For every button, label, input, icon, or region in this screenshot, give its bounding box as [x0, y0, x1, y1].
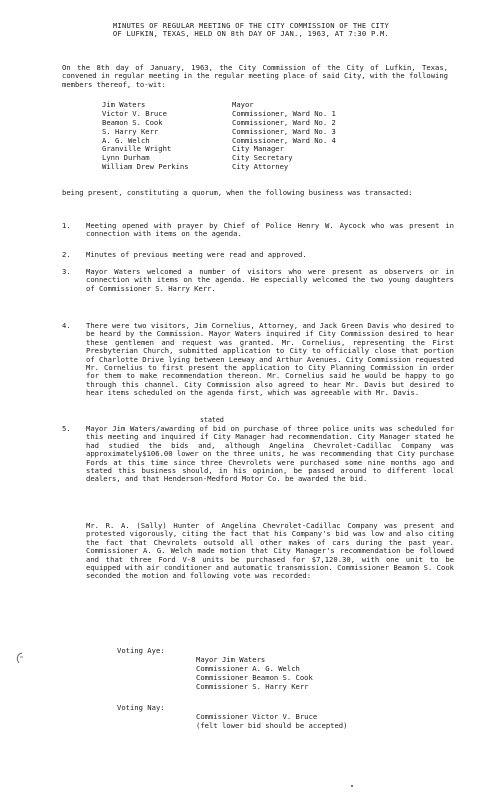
voter-name: Commissioner A. G. Welch — [196, 663, 300, 673]
agenda-item-1 — [62, 222, 454, 239]
voting-aye-label: Voting Aye: — [117, 646, 165, 655]
member-title: City Attorney — [232, 162, 289, 172]
member-name: S. Harry Kerr — [102, 126, 159, 136]
margin-mark-icon — [14, 651, 26, 665]
member-title: Mayor — [232, 100, 254, 109]
voter-name: (felt lower bid should be accepted) — [196, 720, 348, 730]
members-list — [102, 101, 336, 172]
member-title: Commissioner, Ward No. 1 — [232, 108, 336, 118]
item-number: 5. — [62, 424, 71, 433]
agenda-item-3 — [62, 268, 454, 293]
member-name: William Drew Perkins — [102, 162, 189, 172]
member-name: Beamon S. Cook — [102, 117, 163, 127]
quorum-statement: being present, constituting a quorum, when the following business was transacted: — [62, 188, 413, 197]
item-text: Meeting opened with prayer by Chief of Police Henry W. Aycock who was present in connection with items on the agenda. — [86, 221, 454, 239]
voter-name: Commissioner Victor V. Bruce — [196, 712, 318, 721]
member-title: City Secretary — [232, 153, 293, 163]
member-title: Commissioner, Ward No. 3 — [232, 126, 336, 136]
intro-paragraph: On the 8th day of January, 1963, the City Commission of the City of Lufkin, Texas, convened in regular meeting in the regular meeting place of said City, with the following members thereof, to-wit: — [62, 63, 448, 89]
page-dot — [351, 785, 353, 787]
voting-nay-label: Voting Nay: — [117, 703, 165, 712]
member-name: Jim Waters — [102, 100, 146, 109]
voting-nay-list — [196, 713, 347, 731]
member-name: A. G. Welch — [102, 135, 150, 145]
voter-name: Commissioner S. Harry Kerr — [196, 681, 309, 691]
member-name: Victor V. Bruce — [102, 108, 167, 118]
voting-aye-list — [196, 656, 313, 692]
item-number: 4. — [62, 321, 71, 330]
item-text: Mayor Waters welcomed a number of visitors who were present as observers or in connection with items on the agenda. He especially welcomed the two young daughters of Commissioner S. Harry Kerr. — [86, 267, 454, 293]
agenda-item-4 — [62, 322, 454, 398]
item-number: 1. — [62, 221, 71, 230]
member-name: Granville Wright — [102, 144, 172, 154]
handwritten-insert: stated — [200, 416, 224, 424]
member-title: City Manager — [232, 144, 284, 154]
item-number: 2. — [62, 250, 71, 259]
item-text: Minutes of previous meeting were read and approved. — [86, 250, 307, 259]
title-line-1: MINUTES OF REGULAR MEETING OF THE CITY COMMISSION OF THE CITY — [112, 21, 390, 30]
item-text: Mayor Jim Waters/awarding of bid on purchase of three police units was scheduled for this meeting and inquired if City Manager had recommendation. City Manager stated he had studied the bids and, although Angelina Chevrolet-Cadillac Company was approximately$106.00 lower on the three units, he was recommending that City purchase Fords at this time since three Chevrolets were purchased some nine months ago and stated this business should, in his opinion, be passed around to different local dealers, and that Henderson-Medford Motor Co. be awarded the bid. — [86, 424, 454, 484]
member-title: Commissioner, Ward No. 2 — [232, 117, 336, 127]
item-number: 3. — [62, 267, 71, 276]
minutes-title — [86, 22, 416, 39]
voter-name: Mayor Jim Waters — [196, 655, 266, 664]
item-text: There were two visitors, Jim Cornelius, Attorney, and Jack Green Davis who desired to be heard by the Commission. Mayor Waters inquired if City Commission desired to hear these gentlemen and request was granted. Mr. Cornelius, representing the First Presbyterian Church, submitted application to City to officially close that portion of Charlotte Drive lying between Leeway and Arthur Avenues. City Commission requested Mr. Cornelius to first present the application to City Planning Commission in order for them to make recommendation thereon. Mr. Cornelius said he would be happy to go through this channel. City Commission also agreed to hear Mr. Davis but desired to hear items scheduled on the agenda first, which was agreeable with Mr. Davis. — [86, 321, 454, 398]
title-line-2: OF LUFKIN, TEXAS, HELD ON 8th DAY OF JAN., 1963, AT 7:30 P.M. — [112, 29, 390, 39]
voter-name: Commissioner Beamon S. Cook — [196, 672, 313, 682]
agenda-item-5 — [62, 425, 454, 484]
member-title: Commissioner, Ward No. 4 — [232, 135, 336, 145]
member-name: Lynn Durham — [102, 153, 150, 163]
member-row — [102, 163, 336, 172]
agenda-item-2 — [62, 251, 454, 259]
protest-paragraph: Mr. R. A. (Sally) Hunter of Angelina Chevrolet-Cadillac Company was present and protested vigorously, citing the fact that his Company's bid was low and also citing the fact that Chevrolets outsold all other makes of cars during the past year. Commissioner A. G. Welch made motion that City Manager's recommendation be followed and that three Ford V-8 units be purchased for $7,120.30, with one unit to be equipped with air conditioner and automatic transmission. Commissioner Beamon S. Cook seconded the motion and following vote was recorded: — [86, 521, 454, 581]
